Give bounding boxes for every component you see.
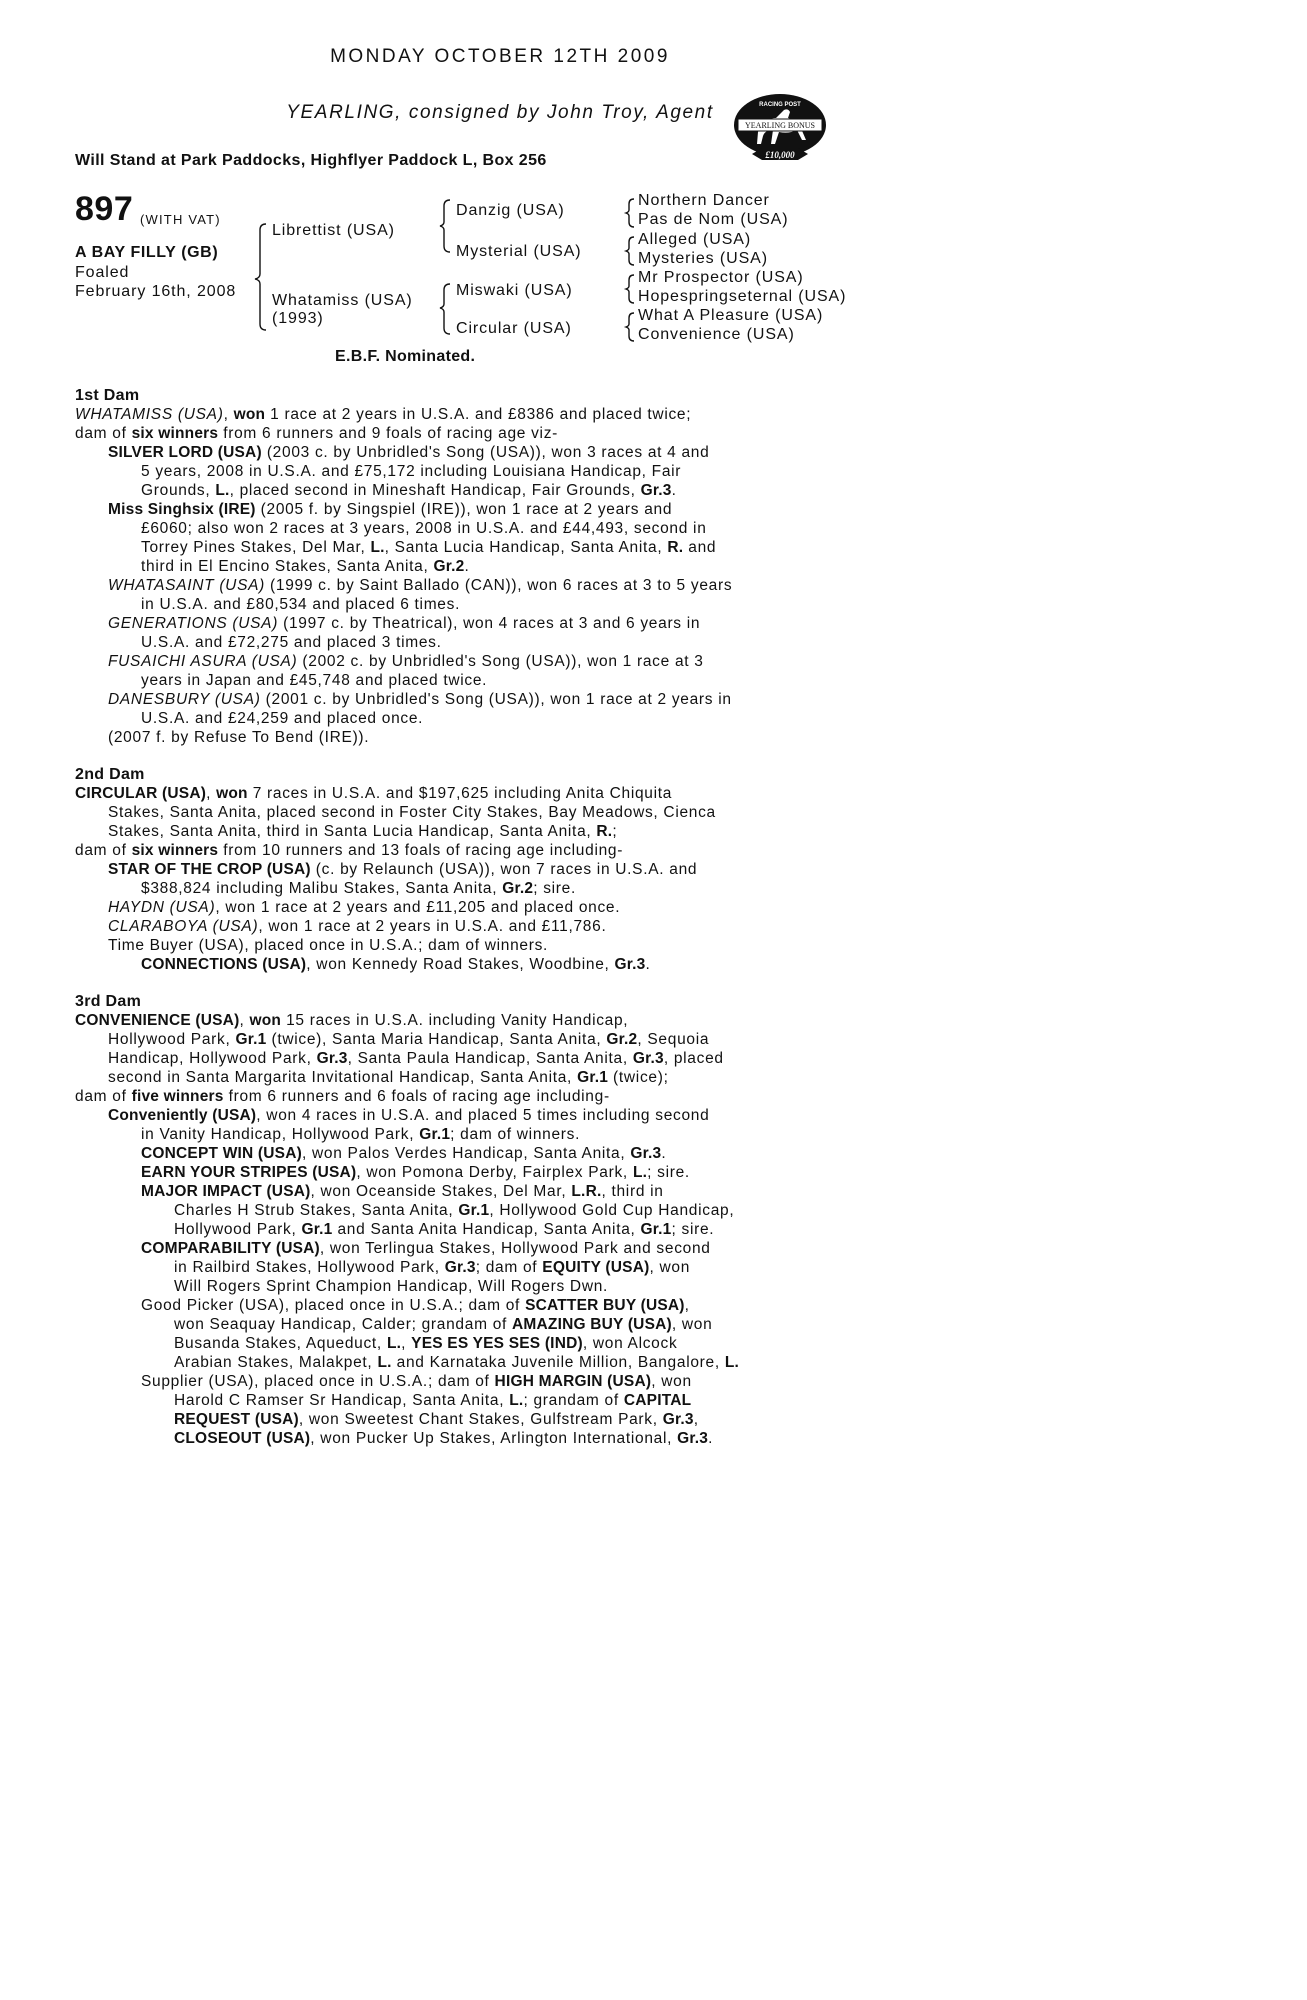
italic-text: CLARABOYA (USA): [108, 918, 259, 935]
third-dam-heading: 3rd Dam: [75, 993, 142, 1010]
record-line: [75, 424, 775, 443]
bold-text: YES ES YES SES (IND): [411, 1335, 583, 1352]
record-line: [75, 1182, 775, 1201]
bold-text: CONVENIENCE (USA): [75, 1012, 240, 1029]
record-line: [75, 1049, 775, 1068]
bold-text: five winners: [131, 1088, 224, 1105]
record-line: [75, 595, 775, 614]
bold-text: Gr.2: [502, 880, 534, 897]
plain-text: dam of: [75, 1088, 132, 1105]
plain-text: dam of: [75, 425, 132, 442]
plain-text: , Santa Paula Handicap, Santa Anita,: [347, 1050, 633, 1067]
record-line: [75, 500, 775, 519]
plain-text: (2002 c. by Unbridled's Song (USA)), won 1 race at 3: [297, 653, 704, 670]
bold-text: SILVER LORD (USA): [108, 444, 262, 461]
plain-text: ,: [693, 1411, 699, 1428]
bold-text: Gr.1: [458, 1202, 490, 1219]
plain-text: from 6 runners and 9 foals of racing age viz-: [218, 425, 559, 442]
plain-text: 1 race at 2 years in U.S.A. and £8386 and placed twice;: [265, 406, 692, 423]
plain-text: Hollywood Park,: [174, 1221, 302, 1238]
pedigree-g3-7: What A Pleasure (USA): [638, 307, 824, 324]
plain-text: , placed: [663, 1050, 724, 1067]
plain-text: and Santa Anita Handicap, Santa Anita,: [332, 1221, 641, 1238]
pedigree-g3-2: Pas de Nom (USA): [638, 211, 789, 228]
record-line: [75, 1011, 775, 1030]
italic-text: HAYDN (USA): [108, 899, 216, 916]
record-line: [75, 709, 775, 728]
plain-text: second in Santa Margarita Invitational Handicap, Santa Anita,: [108, 1069, 578, 1086]
plain-text: Stakes, Santa Anita, placed second in Foster City Stakes, Bay Meadows, Cienca: [108, 804, 716, 821]
bold-text: won: [233, 406, 266, 423]
pedigree-sire-dam: Mysterial (USA): [456, 243, 582, 260]
record-line: [75, 671, 775, 690]
vat-label: (WITH VAT): [140, 212, 221, 227]
bold-text: L.: [386, 1335, 402, 1352]
yearling-bonus-badge: [730, 92, 830, 170]
plain-text: years in Japan and £45,748 and placed twice.: [141, 672, 488, 689]
brace-g3-1-icon: [626, 199, 634, 227]
bold-text: CIRCULAR (USA): [75, 785, 207, 802]
bold-text: Gr.2: [606, 1031, 638, 1048]
plain-text: , won Sweetest Chant Stakes, Gulfstream Park,: [298, 1411, 663, 1428]
plain-text: (2007 f. by Refuse To Bend (IRE)).: [108, 729, 370, 746]
bold-text: REQUEST (USA): [174, 1411, 299, 1428]
record-line: [75, 1220, 775, 1239]
plain-text: ; dam of: [475, 1259, 543, 1276]
produce-record: [75, 386, 775, 1448]
record-line: [75, 879, 775, 898]
bold-text: Gr.3: [316, 1050, 348, 1067]
ebf-nominated: E.B.F. Nominated.: [335, 348, 476, 365]
plain-text: , won Kennedy Road Stakes, Woodbine,: [306, 956, 615, 973]
record-line: [75, 1144, 775, 1163]
plain-text: , Santa Lucia Handicap, Santa Anita,: [384, 539, 668, 556]
plain-text: .: [645, 956, 651, 973]
record-line: [75, 405, 775, 424]
plain-text: , Sequoia: [637, 1031, 710, 1048]
stand-location: Will Stand at Park Paddocks, Highflyer Paddock L, Box 256: [75, 152, 547, 169]
badge-top-text: RACING POST: [759, 102, 801, 108]
italic-text: FUSAICHI ASURA (USA): [108, 653, 298, 670]
bold-text: R.: [596, 823, 613, 840]
plain-text: Good Picker (USA), placed once in U.S.A.; dam of: [141, 1297, 526, 1314]
bold-text: Gr.3: [614, 956, 646, 973]
plain-text: won Seaquay Handicap, Calder; grandam of: [174, 1316, 513, 1333]
record-line: [75, 1125, 775, 1144]
plain-text: ; sire.: [671, 1221, 715, 1238]
plain-text: ; sire.: [647, 1164, 690, 1181]
plain-text: (twice), Santa Maria Handicap, Santa Anita,: [266, 1031, 607, 1048]
plain-text: , won Alcock: [582, 1335, 678, 1352]
plain-text: 7 races in U.S.A. and $197,625 including Anita Chiquita: [247, 785, 673, 802]
plain-text: .: [661, 1145, 667, 1162]
bold-text: L.: [377, 1354, 392, 1371]
plain-text: in Railbird Stakes, Hollywood Park,: [174, 1259, 445, 1276]
record-line: [75, 481, 775, 500]
record-line: [75, 633, 775, 652]
record-line: [75, 1087, 775, 1106]
plain-text: , won Pomona Derby, Fairplex Park,: [356, 1164, 633, 1181]
plain-text: Will Rogers Sprint Champion Handicap, Will Rogers Dwn.: [174, 1278, 609, 1295]
italic-text: DANESBURY (USA): [108, 691, 261, 708]
plain-text: , won Terlingua Stakes, Hollywood Park and second: [319, 1240, 711, 1257]
brace-sire-icon: [440, 200, 450, 252]
consignor-line: YEARLING, consigned by John Troy, Agent: [286, 102, 714, 123]
brace-g3-3-icon: [626, 275, 634, 303]
bold-text: CONNECTIONS (USA): [141, 956, 307, 973]
plain-text: 5 years, 2008 in U.S.A. and £75,172 including Louisiana Handicap, Fair: [141, 463, 682, 480]
record-line: [75, 614, 775, 633]
plain-text: (2001 c. by Unbridled's Song (USA)), won 1 race at 2 years in: [260, 691, 732, 708]
bold-text: Gr.3: [640, 482, 672, 499]
plain-text: Harold C Ramser Sr Handicap, Santa Anita,: [174, 1392, 510, 1409]
second-dam-heading: 2nd Dam: [75, 766, 145, 783]
plain-text: (2003 c. by Unbridled's Song (USA)), won 3 races at 4 and: [261, 444, 710, 461]
plain-text: third in El Encino Stakes, Santa Anita,: [141, 558, 434, 575]
pedigree-g3-8: Convenience (USA): [638, 326, 795, 343]
plain-text: Charles H Strub Stakes, Santa Anita,: [174, 1202, 459, 1219]
plain-text: ; grandam of: [523, 1392, 624, 1409]
record-line: [75, 822, 775, 841]
record-line: [75, 1410, 775, 1429]
first-dam-heading: 1st Dam: [75, 387, 140, 404]
bold-text: won: [216, 785, 248, 802]
record-line: [75, 955, 775, 974]
plain-text: .: [708, 1430, 714, 1447]
plain-text: ;: [612, 823, 618, 840]
record-line: [75, 1201, 775, 1220]
pedigree-g3-1: Northern Dancer: [638, 192, 770, 209]
record-line: [75, 538, 775, 557]
bold-text: AMAZING BUY (USA): [512, 1316, 672, 1333]
bold-text: Conveniently (USA): [108, 1107, 257, 1124]
plain-text: ,: [401, 1335, 412, 1352]
plain-text: , won Pucker Up Stakes, Arlington International,: [310, 1430, 678, 1447]
record-line: [75, 1353, 775, 1372]
plain-text: , won 1 race at 2 years and £11,205 and placed once.: [215, 899, 621, 916]
plain-text: U.S.A. and £72,275 and placed 3 times.: [141, 634, 442, 651]
bold-text: L.: [632, 1164, 648, 1181]
record-line: [75, 1372, 775, 1391]
first-dam-lines: [75, 405, 775, 747]
plain-text: dam of: [75, 842, 132, 859]
record-line: [75, 519, 775, 538]
plain-text: , placed second in Mineshaft Handicap, Fair Grounds,: [229, 482, 641, 499]
bold-text: Gr.3: [662, 1411, 694, 1428]
plain-text: , third in: [601, 1183, 664, 1200]
record-line: [75, 1030, 775, 1049]
bold-text: L.: [370, 539, 385, 556]
horse-description: A BAY FILLY (GB): [75, 244, 219, 261]
plain-text: Grounds,: [141, 482, 216, 499]
plain-text: , won: [671, 1316, 713, 1333]
plain-text: , won: [649, 1259, 691, 1276]
plain-text: ; dam of winners.: [450, 1126, 581, 1143]
record-line: [75, 1068, 775, 1087]
record-line: [75, 1106, 775, 1125]
foaled-label: Foaled: [75, 264, 130, 281]
plain-text: 15 races in U.S.A. including Vanity Handicap,: [281, 1012, 629, 1029]
pedigree-dam-sire: Miswaki (USA): [456, 282, 573, 299]
plain-text: Busanda Stakes, Aqueduct,: [174, 1335, 387, 1352]
pedigree-g3-5: Mr Prospector (USA): [638, 269, 804, 286]
badge-amount-text: £10,000: [765, 150, 795, 160]
plain-text: from 10 runners and 13 foals of racing age including-: [218, 842, 624, 859]
plain-text: Arabian Stakes, Malakpet,: [174, 1354, 378, 1371]
bold-text: Gr.1: [640, 1221, 672, 1238]
bold-text: L.: [509, 1392, 524, 1409]
pedigree-dam: Whatamiss (USA): [272, 292, 413, 309]
record-line: [75, 1429, 775, 1448]
bold-text: Gr.1: [235, 1031, 267, 1048]
bold-text: six winners: [131, 425, 219, 442]
record-line: [75, 576, 775, 595]
plain-text: , won 4 races in U.S.A. and placed 5 times including second: [256, 1107, 710, 1124]
plain-text: (1999 c. by Saint Ballado (CAN)), won 6 races at 3 to 5 years: [265, 577, 733, 594]
pedigree-sire: Librettist (USA): [272, 222, 395, 239]
plain-text: .: [464, 558, 470, 575]
plain-text: (twice);: [608, 1069, 669, 1086]
bold-text: Gr.3: [677, 1430, 709, 1447]
bold-text: Gr.1: [419, 1126, 451, 1143]
badge-middle-text: YEARLING BONUS: [745, 121, 815, 130]
second-dam-lines: [75, 784, 775, 974]
plain-text: in Vanity Handicap, Hollywood Park,: [141, 1126, 420, 1143]
record-line: [75, 443, 775, 462]
plain-text: , won: [651, 1373, 692, 1390]
bold-text: L.: [724, 1354, 740, 1371]
plain-text: , won Palos Verdes Handicap, Santa Anita,: [301, 1145, 631, 1162]
plain-text: (c. by Relaunch (USA)), won 7 races in U.S.A. and: [310, 861, 698, 878]
record-line: [75, 1296, 775, 1315]
italic-text: WHATASAINT (USA): [108, 577, 266, 594]
record-line: [75, 728, 775, 747]
bold-text: won: [249, 1012, 282, 1029]
record-line: [75, 860, 775, 879]
brace-g3-2-icon: [626, 237, 634, 265]
pedigree-dam-year: (1993): [272, 310, 324, 327]
pedigree-dam-dam: Circular (USA): [456, 320, 572, 337]
italic-text: GENERATIONS (USA): [108, 615, 279, 632]
record-line: [75, 462, 775, 481]
plain-text: ,: [684, 1297, 690, 1314]
record-line: [75, 898, 775, 917]
bold-text: HIGH MARGIN (USA): [494, 1373, 652, 1390]
bold-text: Gr.2: [433, 558, 465, 575]
bold-text: Gr.3: [630, 1145, 662, 1162]
record-line: [75, 784, 775, 803]
third-dam-lines: [75, 1011, 775, 1448]
bold-text: R.: [667, 539, 684, 556]
pedigree-sire-sire: Danzig (USA): [456, 202, 565, 219]
plain-text: ,: [223, 406, 234, 423]
bold-text: CAPITAL: [623, 1392, 692, 1409]
record-line: [75, 1258, 775, 1277]
record-line: [75, 917, 775, 936]
bold-text: L.: [215, 482, 230, 499]
lot-number: 897: [75, 190, 134, 228]
italic-text: WHATAMISS (USA): [75, 406, 224, 423]
bold-text: six winners: [131, 842, 219, 859]
plain-text: from 6 runners and 6 foals of racing age including-: [223, 1088, 610, 1105]
plain-text: ; sire.: [533, 880, 576, 897]
bold-text: Gr.3: [444, 1259, 476, 1276]
bold-text: CONCEPT WIN (USA): [141, 1145, 302, 1162]
bold-text: L.R.: [571, 1183, 602, 1200]
plain-text: Hollywood Park,: [108, 1031, 236, 1048]
record-line: [75, 1163, 775, 1182]
pedigree-g3-4: Mysteries (USA): [638, 250, 768, 267]
record-line: [75, 1239, 775, 1258]
brace-dam-icon: [440, 284, 450, 334]
record-line: [75, 690, 775, 709]
bold-text: Gr.3: [632, 1050, 664, 1067]
plain-text: , Hollywood Gold Cup Handicap,: [489, 1202, 735, 1219]
bold-text: EQUITY (USA): [542, 1259, 650, 1276]
plain-text: , won Oceanside Stakes, Del Mar,: [310, 1183, 572, 1200]
plain-text: U.S.A. and £24,259 and placed once.: [141, 710, 424, 727]
bold-text: STAR OF THE CROP (USA): [108, 861, 311, 878]
plain-text: (2005 f. by Singspiel (IRE)), won 1 race at 2 years and: [255, 501, 673, 518]
record-line: [75, 936, 775, 955]
pedigree-g3-6: Hopespringseternal (USA): [638, 288, 847, 305]
bold-text: MAJOR IMPACT (USA): [141, 1183, 311, 1200]
plain-text: $388,824 including Malibu Stakes, Santa Anita,: [141, 880, 503, 897]
bold-text: CLOSEOUT (USA): [174, 1430, 311, 1447]
plain-text: £6060; also won 2 races at 3 years, 2008 in U.S.A. and £44,493, second in: [141, 520, 707, 537]
plain-text: ,: [206, 785, 217, 802]
catalogue-date: MONDAY OCTOBER 12TH 2009: [330, 46, 670, 67]
record-line: [75, 841, 775, 860]
plain-text: (1997 c. by Theatrical), won 4 races at 3 and 6 years in: [278, 615, 701, 632]
foaled-date: February 16th, 2008: [75, 283, 237, 300]
bold-text: EARN YOUR STRIPES (USA): [141, 1164, 357, 1181]
plain-text: .: [671, 482, 677, 499]
bold-text: SCATTER BUY (USA): [525, 1297, 685, 1314]
bold-text: COMPARABILITY (USA): [141, 1240, 320, 1257]
plain-text: Supplier (USA), placed once in U.S.A.; dam of: [141, 1373, 495, 1390]
bold-text: Miss Singhsix (IRE): [108, 501, 256, 518]
bold-text: Gr.1: [301, 1221, 333, 1238]
plain-text: in U.S.A. and £80,534 and placed 6 times.: [141, 596, 461, 613]
plain-text: , won 1 race at 2 years in U.S.A. and £11,786.: [258, 918, 607, 935]
plain-text: Torrey Pines Stakes, Del Mar,: [141, 539, 371, 556]
plain-text: Stakes, Santa Anita, third in Santa Lucia Handicap, Santa Anita,: [108, 823, 597, 840]
record-line: [75, 1277, 775, 1296]
record-line: [75, 652, 775, 671]
record-line: [75, 1391, 775, 1410]
brace-gen1-icon: [255, 224, 266, 330]
record-line: [75, 557, 775, 576]
record-line: [75, 1315, 775, 1334]
plain-text: and Karnataka Juvenile Million, Bangalore,: [391, 1354, 725, 1371]
plain-text: ,: [239, 1012, 250, 1029]
plain-text: Handicap, Hollywood Park,: [108, 1050, 317, 1067]
pedigree-g3-3: Alleged (USA): [638, 231, 752, 248]
bold-text: Gr.1: [577, 1069, 609, 1086]
plain-text: and: [683, 539, 717, 556]
plain-text: Time Buyer (USA), placed once in U.S.A.; dam of winners.: [108, 937, 549, 954]
brace-g3-4-icon: [626, 313, 634, 341]
record-line: [75, 803, 775, 822]
record-line: [75, 1334, 775, 1353]
